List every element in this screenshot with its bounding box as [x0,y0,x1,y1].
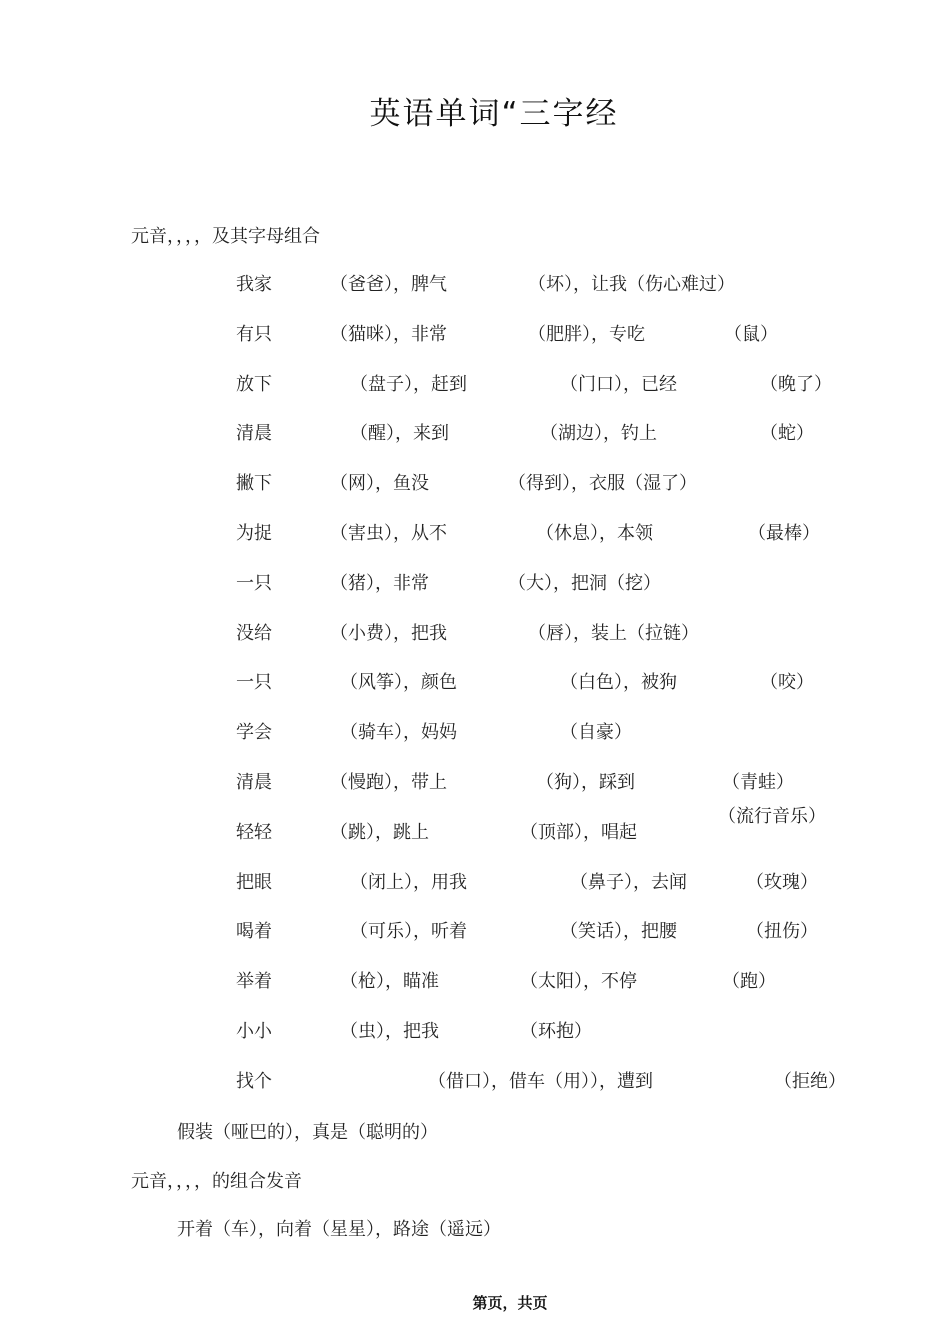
rhyme-phrase: （笑话），把腰 [560,921,677,943]
rhyme-phrase: （晚了） [760,373,832,395]
rhyme-phrase: （咬） [760,672,814,694]
rhyme-phrase: （自豪） [560,722,632,744]
rhyme-phrase: （蛇） [760,423,814,445]
rhyme-phrase: （网），鱼没 [330,473,429,495]
rhyme-phrase: 清晨 [236,772,272,793]
rhyme-phrase: （门口），已经 [560,373,677,395]
rhyme-phrase: 学会 [236,722,272,744]
rhyme-phrase: 轻轻 [236,821,272,843]
rhyme-line [0,1017,950,1043]
section-heading-1: 元音，，，，及其字母组合 [131,226,320,247]
rhyme-phrase: （盘子），赶到 [350,373,467,395]
rhyme-phrase: 一只 [236,572,272,594]
rhyme-phrase: （青蛙） [722,772,794,793]
rhyme-phrase: （休息），本领 [536,523,653,544]
rhyme-line [0,718,950,744]
rhyme-phrase: 找个 [236,1070,272,1092]
rhyme-phrase: （狗），踩到 [536,772,635,793]
rhyme-phrase: （爸爸），脾气 [330,274,447,295]
rhyme-phrase: （顶部），唱起 [520,821,637,843]
rhyme-phrase: 没给 [236,622,272,644]
rhyme-phrase: （风筝），颜色 [340,672,457,694]
rhyme-phrase: （小费），把我 [330,622,447,644]
rhyme-phrase: 举着 [236,971,272,993]
rhyme-phrase: （借口），借车（用）），遭到 [428,1070,653,1092]
rhyme-line [0,619,950,645]
rhyme-phrase: （拒绝） [774,1070,846,1092]
rhyme-line [0,320,950,346]
rhyme-phrase: （慢跑），带上 [330,772,447,793]
rhyme-phrase: （湖边），钓上 [540,423,657,445]
section-heading-2: 元音，，，，的组合发音 [131,1171,302,1192]
rhyme-phrase: 把眼 [236,871,272,893]
rhyme-phrase: （肥胖），专吃 [528,323,645,345]
rhyme-phrase: 小小 [236,1021,272,1042]
rhyme-phrase: （可乐），听着 [350,921,467,943]
rhyme-line [0,469,950,495]
rhyme-line [0,917,950,943]
rhyme-phrase: （枪），瞄准 [340,971,439,993]
rhyme-phrase: （白色），被狗 [560,672,677,694]
rhyme-phrase: （环抱） [520,1021,592,1042]
rhyme-phrase: （玫瑰） [746,871,818,893]
rhyme-line [0,519,950,545]
rhyme-phrase: （闭上），用我 [350,871,467,893]
rhyme-phrase: （骑车），妈妈 [340,722,457,744]
rhyme-phrase: （太阳），不停 [520,971,637,993]
rhyme-phrase: （猫咪），非常 [330,323,447,345]
rhyme-phrase: 放下 [236,373,272,395]
rhyme-line [0,768,950,794]
rhyme-phrase: 清晨 [236,423,272,445]
rhyme-line [0,419,950,445]
rhyme-phrase: （虫），把我 [340,1021,439,1042]
rhyme-line [0,569,950,595]
document-title: 英语单词“三字经 [369,96,619,132]
rhyme-phrase: （跳），跳上 [330,821,429,843]
rhyme-line [0,1067,950,1093]
rhyme-phrase: 有只 [236,323,272,345]
rhyme-phrase: 我家 [236,274,272,295]
page-footer: 第页，共页 [472,1294,548,1312]
rhyme-phrase: （唇），装上（拉链） [528,622,699,644]
rhyme-line [0,668,950,694]
section-1-closing-line: 假装（哑巴的），真是（聪明的） [177,1122,438,1143]
rhyme-phrase: （最棒） [748,523,820,544]
rhyme-line [0,805,950,844]
rhyme-phrase: （猪），非常 [330,572,429,594]
rhyme-phrase: 撇下 [236,473,272,495]
rhyme-phrase: （醒），来到 [350,423,449,445]
rhyme-line [0,868,950,894]
section-2-line: 开着（车），向着（星星），路途（遥远） [177,1219,501,1240]
rhyme-phrase: （流行音乐） [718,805,826,827]
rhyme-phrase: （坏），让我（伤心难过） [528,274,735,295]
rhyme-phrase: （鼻子），去闻 [570,871,687,893]
rhyme-phrase: （得到），衣服（湿了） [508,473,697,495]
rhyme-phrase: 喝着 [236,921,272,943]
rhyme-phrase: （鼠） [724,323,778,345]
rhyme-phrase: （跑） [722,971,776,993]
rhyme-line [0,370,950,396]
rhyme-phrase: （大），把洞（挖） [508,572,661,594]
rhyme-phrase: （害虫），从不 [330,523,447,544]
rhyme-phrase: （扭伤） [746,921,818,943]
rhyme-line [0,967,950,993]
rhyme-line [0,270,950,296]
rhyme-phrase: 一只 [236,672,272,694]
rhyme-phrase: 为捉 [236,523,272,544]
